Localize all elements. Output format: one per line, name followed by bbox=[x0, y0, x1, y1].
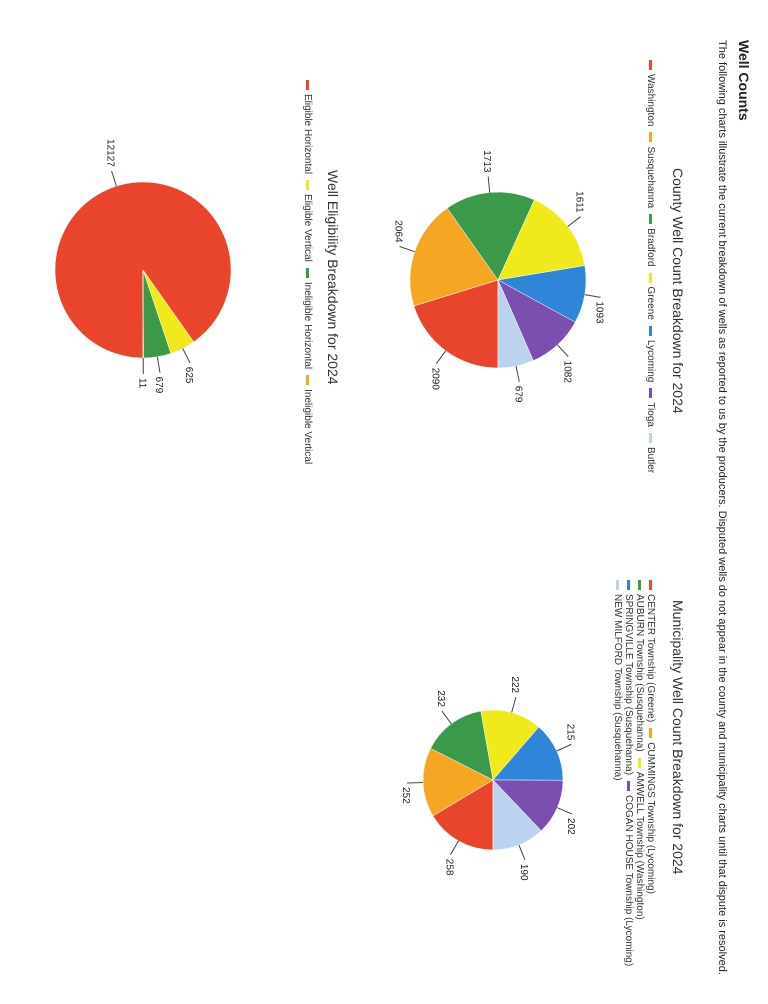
legend-swatch bbox=[306, 180, 309, 190]
legend-label: CENTER Township (Greene) bbox=[645, 594, 656, 723]
data-label: 679 bbox=[512, 385, 524, 403]
data-label: 2064 bbox=[392, 220, 404, 243]
legend-swatch bbox=[649, 580, 652, 590]
data-label: 625 bbox=[182, 366, 194, 384]
legend-swatch bbox=[627, 580, 630, 590]
legend-swatch bbox=[616, 580, 619, 590]
legend-swatch bbox=[627, 781, 630, 791]
legend-swatch bbox=[649, 728, 652, 738]
data-label: 1093 bbox=[593, 301, 605, 324]
data-label: 190 bbox=[517, 863, 529, 881]
legend-swatch bbox=[306, 268, 309, 278]
leader-line bbox=[442, 711, 452, 724]
data-label: 215 bbox=[564, 723, 576, 741]
legend-item-bradford bbox=[645, 214, 656, 266]
legend-label: COGAN HOUSE Township (Lycoming) bbox=[623, 795, 634, 967]
legend-item-cogan-house-township-lycoming bbox=[623, 781, 634, 966]
legend-item-butler bbox=[645, 433, 656, 473]
legend-swatch bbox=[649, 326, 652, 336]
legend-item-new-milford-township-susquehanna bbox=[612, 580, 623, 781]
leader-line bbox=[436, 351, 445, 364]
eligibility-pie-chart bbox=[8, 120, 298, 440]
page-title: Well Counts bbox=[736, 40, 752, 121]
leader-line bbox=[557, 345, 568, 357]
legend-item-eligible-horizontal bbox=[302, 80, 313, 174]
legend-item-cummings-township-lycoming bbox=[645, 728, 656, 894]
leader-line bbox=[568, 217, 581, 227]
legend-swatch bbox=[649, 60, 652, 70]
leader-line bbox=[157, 357, 160, 373]
legend-label: Bradford bbox=[645, 228, 656, 267]
legend-item-washington bbox=[645, 60, 656, 126]
data-label: 679 bbox=[152, 376, 164, 394]
county-pie-chart bbox=[353, 100, 643, 460]
legend-label: Tioga bbox=[645, 402, 656, 427]
legend-item-springville-township-susquehanna bbox=[623, 580, 634, 775]
legend-item-greene bbox=[645, 273, 656, 320]
leader-line bbox=[183, 349, 190, 363]
legend-item-ineligible-vertical bbox=[302, 375, 313, 464]
legend-label: Susquehanna bbox=[645, 146, 656, 209]
legend-label: Ineligible Horizontal bbox=[302, 281, 313, 370]
leader-line bbox=[112, 171, 117, 186]
legend-swatch bbox=[638, 758, 641, 768]
legend-item-ineligible-horizontal bbox=[302, 268, 313, 369]
leader-line bbox=[451, 841, 459, 855]
leader-line bbox=[400, 247, 415, 252]
legend-item-center-township-greene bbox=[645, 580, 656, 722]
leader-line bbox=[557, 744, 572, 751]
data-label: 1082 bbox=[561, 360, 573, 383]
municipality-chart-title: Municipality Well Count Breakdown for 2024 bbox=[670, 600, 686, 875]
leader-line bbox=[557, 808, 572, 814]
municipality-legend bbox=[612, 580, 656, 980]
leader-line bbox=[516, 366, 519, 382]
data-label: 258 bbox=[443, 858, 455, 876]
data-label: 232 bbox=[434, 690, 446, 707]
data-label: 2090 bbox=[429, 367, 441, 390]
legend-label: Eligible Vertical bbox=[302, 194, 313, 262]
eligibility-legend bbox=[302, 80, 313, 640]
legend-label: Butler bbox=[645, 446, 656, 474]
legend-label: Lycoming bbox=[645, 339, 656, 383]
leader-line bbox=[488, 176, 490, 192]
legend-item-tioga bbox=[645, 388, 656, 427]
county-legend bbox=[645, 60, 656, 620]
legend-swatch bbox=[638, 580, 641, 590]
legend-item-auburn-township-susquehanna bbox=[634, 580, 645, 752]
legend-swatch bbox=[649, 273, 652, 283]
data-label: 222 bbox=[508, 676, 520, 694]
legend-swatch bbox=[306, 80, 309, 90]
legend-label: SPRINGVILLE Township (Susquehanna) bbox=[623, 594, 634, 776]
legend-swatch bbox=[649, 132, 652, 142]
leader-line bbox=[407, 782, 423, 783]
legend-label: Greene bbox=[645, 286, 656, 320]
legend-item-amwell-township-washington bbox=[634, 758, 645, 920]
legend-label: NEW MILFORD Township (Susquehanna) bbox=[612, 594, 623, 781]
legend-label: AMWELL Township (Washington) bbox=[634, 771, 645, 920]
legend-label: AUBURN Township (Susquehanna) bbox=[634, 594, 645, 752]
data-label: 11 bbox=[136, 377, 148, 389]
legend-swatch bbox=[649, 214, 652, 224]
data-label: 1713 bbox=[481, 150, 493, 173]
leader-line bbox=[519, 845, 525, 860]
legend-label: Eligible Horizontal bbox=[302, 94, 313, 175]
data-label: 252 bbox=[400, 787, 412, 804]
county-chart-title: County Well Count Breakdown for 2024 bbox=[670, 168, 686, 414]
legend-swatch bbox=[649, 433, 652, 443]
legend-swatch bbox=[649, 388, 652, 398]
legend-item-lycoming bbox=[645, 326, 656, 382]
page-intro: The following charts illustrate the current breakdown of wells as reported to us by the producers. Disputed wells do not appear in the county and municipality charts until that dispute is resolved. bbox=[716, 40, 728, 975]
legend-item-eligible-vertical bbox=[302, 180, 313, 262]
data-label: 1611 bbox=[573, 191, 585, 213]
data-label: 12127 bbox=[104, 139, 116, 167]
legend-label: Washington bbox=[645, 74, 656, 127]
legend-label: CUMMINGS Township (Lycoming) bbox=[645, 742, 656, 894]
leader-line bbox=[585, 295, 601, 298]
data-label: 202 bbox=[564, 818, 576, 835]
eligibility-chart-title: Well Eligibility Breakdown for 2024 bbox=[325, 170, 341, 385]
leader-line bbox=[512, 697, 516, 712]
legend-label: Ineligible Vertical bbox=[302, 389, 313, 465]
legend-swatch bbox=[306, 375, 309, 385]
municipality-pie-chart bbox=[343, 640, 603, 940]
legend-item-susquehanna bbox=[645, 132, 656, 208]
